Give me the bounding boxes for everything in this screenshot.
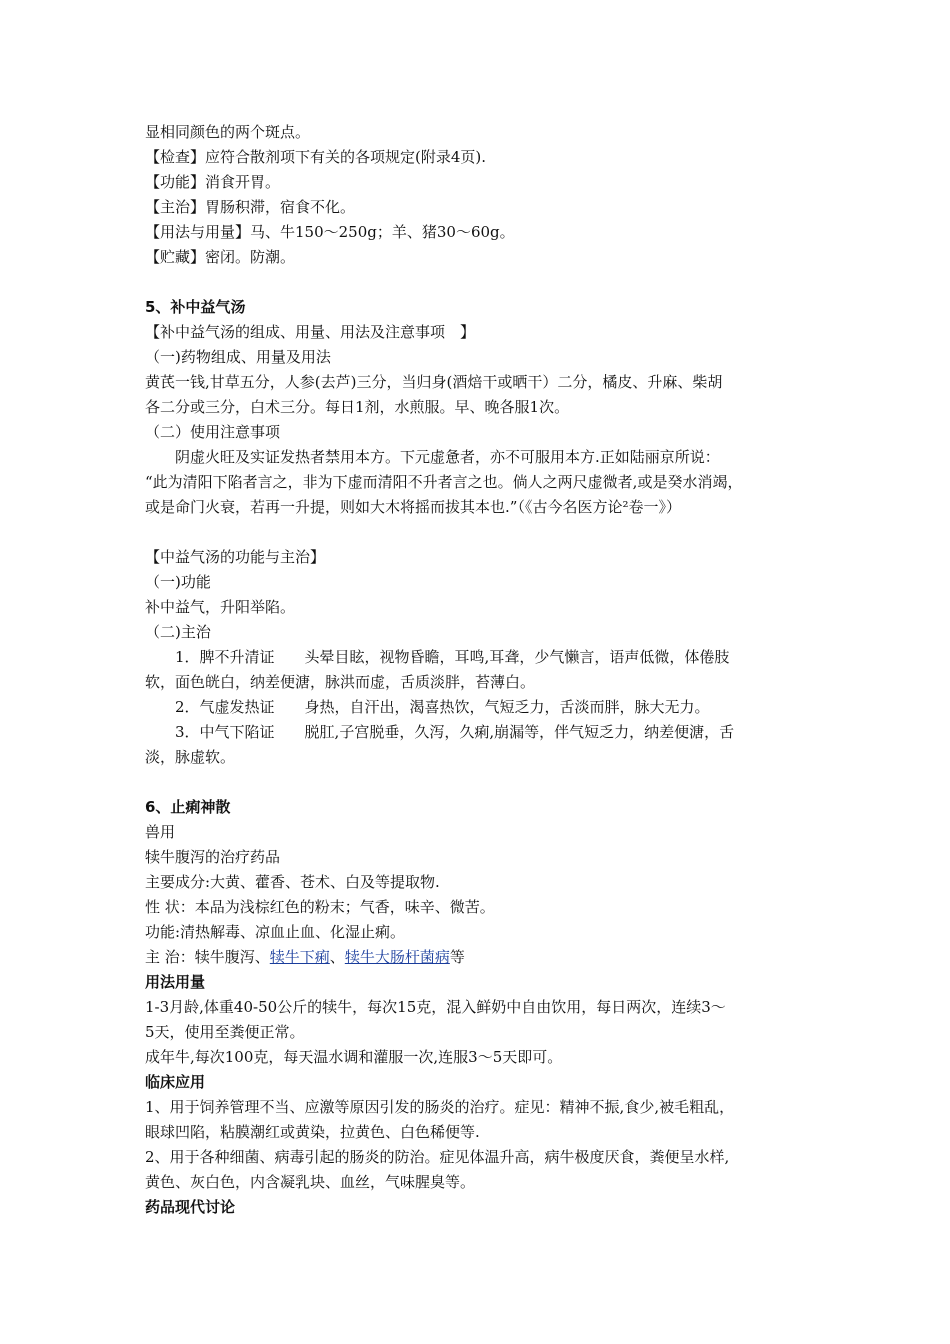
indication-item-3-cont: 淡，脉虚软。: [145, 748, 236, 766]
indication-item-3-label: 3．中气下陷证: [175, 723, 275, 741]
usage-heading: 用法用量: [145, 973, 206, 991]
main-ingredients: 主要成分:大黄、藿香、苍术、白及等提取物.: [145, 873, 440, 891]
document-body: [145, 120, 825, 1220]
subsection-function: （一)功能: [145, 573, 211, 591]
drug-purpose: 犊牛腹泻的治疗药品: [145, 848, 281, 866]
indication-item-3-text: 脱肛,子宫脱垂，久泻，久痢,崩漏等，伴气短乏力，纳差便溏，舌: [304, 723, 735, 741]
composition-text-1: 黄芪一钱,甘草五分，人参(去芦)三分，当归身(酒焙干或晒干）二分，橘皮、升麻、柴胡: [145, 373, 723, 391]
usage-text-1: 1-3月龄,体重40-50公斤的犊牛，每次15克，混入鲜奶中自由饮用，每日两次，连续3～: [145, 998, 726, 1016]
indication-item-1-cont: 软，面色㿠白，纳差便溏，脉洪而虚，舌质淡胖，苔薄白。: [145, 673, 536, 691]
inspection-line: 【检查】应符合散剂项下有关的各项规定(附录4页).: [145, 148, 487, 166]
indication-item-2-label: 2．气虚发热证: [175, 698, 275, 716]
composition-text-2: 各二分或三分，白术三分。每日1剂，水煎服。早、晚各服1次。: [145, 398, 570, 416]
spacer: [145, 270, 825, 295]
indication-item-3: [145, 720, 825, 745]
section-5-title: 5、补中益气汤: [145, 298, 246, 316]
indication-item-2: [145, 695, 825, 720]
clinical-text-1: 1、用于饲养管理不当、应激等原因引发的肠炎的治疗。症见：精神不振,食少,被毛粗乱，: [145, 1098, 735, 1116]
section-6-title: 6、止痢神散: [145, 798, 231, 816]
dosage-line: 【用法与用量】马、牛150～250g；羊、猪30～60g。: [145, 223, 515, 241]
section-5-subheading-2: 【中益气汤的功能与主治】: [145, 548, 326, 566]
subsection-precautions: （二）使用注意事项: [145, 423, 281, 441]
spacer: [145, 770, 825, 795]
text-line: 显相同颜色的两个斑点。: [145, 123, 311, 141]
spacer: [145, 520, 825, 545]
modern-discussion-heading: 药品现代讨论: [145, 1198, 236, 1216]
section-5-subheading-1: 【补中益气汤的组成、用量、用法及注意事项 】: [145, 323, 476, 341]
function-line: 【功能】消食开胃。: [145, 173, 281, 191]
functions: 功能:清热解毒、凉血止血、化湿止痢。: [145, 923, 406, 941]
indication-item-2-text: 身热，自汗出，渴喜热饮，气短乏力，舌淡而胖，脉大无力。: [304, 698, 710, 716]
clinical-heading: 临床应用: [145, 1073, 206, 1091]
precautions-text-3: 或是命门火衰，若再一升提，则如大木将摇而拔其本也.”（《古今名医方论²卷一》）: [145, 498, 681, 516]
veterinary-use: 兽用: [145, 823, 176, 841]
calf-ecoli-link[interactable]: 犊牛大肠杆菌病: [344, 948, 450, 966]
clinical-text-2: 眼球凹陷，粘膜潮红或黄染，拉黄色、白色稀便等.: [145, 1123, 480, 1141]
indication-line: 【主治】胃肠积滞，宿食不化。: [145, 198, 356, 216]
function-text: 补中益气，升阳举陷。: [145, 598, 296, 616]
clinical-text-4: 黄色、灰白色，内含凝乳块、血丝，气味腥臭等。: [145, 1173, 476, 1191]
indications-line: [145, 945, 825, 970]
subsection-indications: （二)主治: [145, 623, 211, 641]
properties: 性 状：本品为浅棕红色的粉末；气香，味辛、微苦。: [145, 898, 495, 916]
clinical-text-3: 2、用于各种细菌、病毒引起的肠炎的防治。症见体温升高，病牛极度厌食，粪便呈水样,: [145, 1148, 730, 1166]
usage-text-3: 成年牛,每次100克，每天温水调和灌服一次,连服3～5天即可。: [145, 1048, 563, 1066]
indications-prefix: 主 治：犊牛腹泻、: [145, 948, 270, 966]
usage-text-2: 5天，使用至粪便正常。: [145, 1023, 305, 1041]
calf-diarrhea-link[interactable]: 犊牛下痢: [269, 948, 330, 966]
storage-line: 【贮藏】密闭。防潮。: [145, 248, 296, 266]
precautions-text-2: “此为清阳下陷者言之，非为下虚而清阳不升者言之也。倘人之两尺虚微者,或是癸水消竭，: [145, 473, 743, 491]
subsection-composition: （一)药物组成、用量及用法: [145, 348, 331, 366]
indication-item-1-label: 1．脾不升清证: [175, 648, 275, 666]
indication-item-1: [145, 645, 825, 670]
indication-item-1-text: 头晕目眩，视物昏瞻，耳鸣,耳聋，少气懒言，语声低微，体倦肢: [304, 648, 730, 666]
indications-suffix: 等: [449, 948, 465, 966]
precautions-text-1: 阴虚火旺及实证发热者禁用本方。下元虚惫者，亦不可服用本方.正如陆丽京所说：: [175, 448, 720, 466]
separator: 、: [329, 948, 345, 966]
